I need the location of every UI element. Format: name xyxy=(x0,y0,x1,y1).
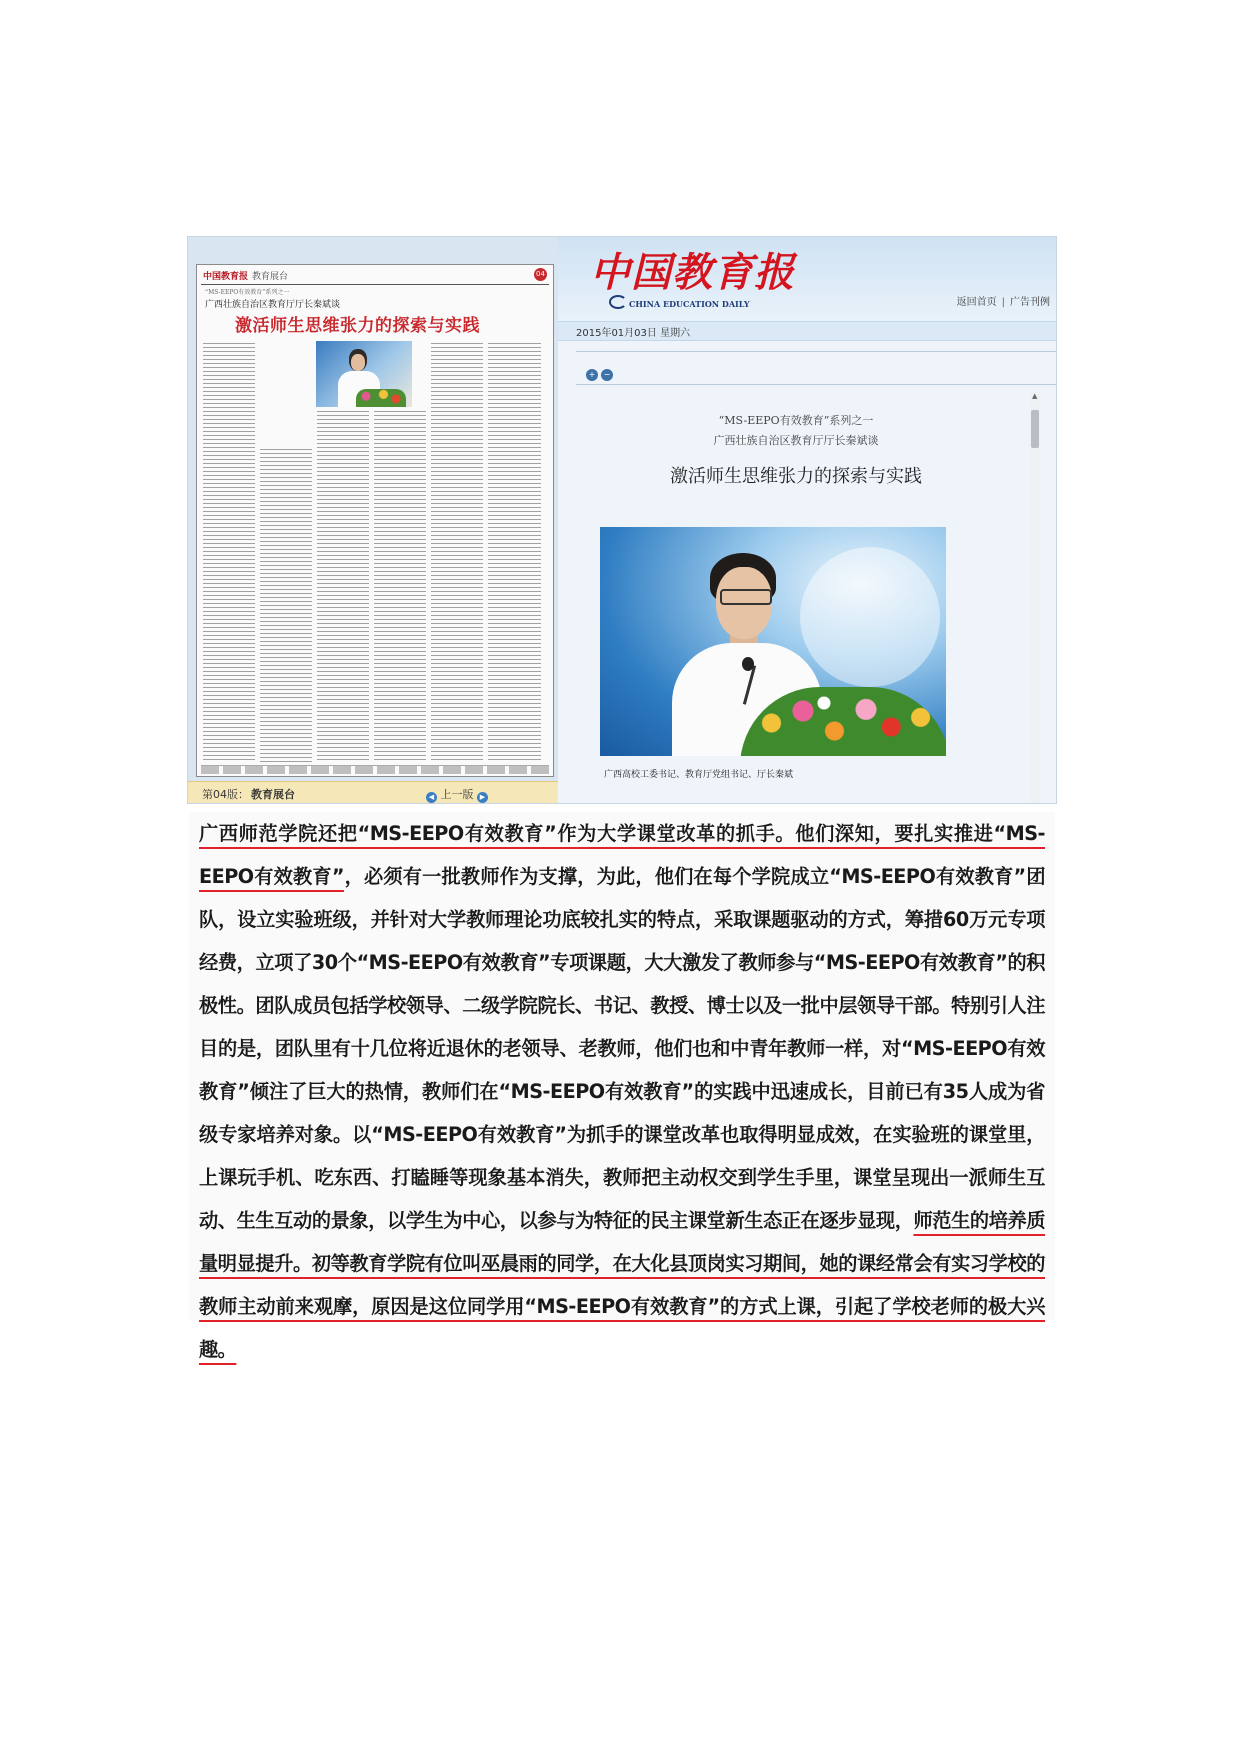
highlighted-text-1: 广西师范学院还把“MS-EEPO有效教育”作为大学课堂改革的抓手。他们深知，要扎实推进“MS-EEPO有效教育” xyxy=(199,822,1045,888)
zoom-out-icon[interactable]: − xyxy=(601,369,613,381)
newspaper-column xyxy=(431,343,483,762)
article-title: 激活师生思维张力的探索与实践 xyxy=(670,466,922,487)
newspaper-pane xyxy=(188,237,558,803)
article-subtitle: 广西壮族自治区教育厅厅长秦斌谈 xyxy=(713,434,879,447)
newspaper-page-image[interactable] xyxy=(196,264,554,777)
right-arrow-icon[interactable]: ▶ xyxy=(477,792,488,803)
date-bar xyxy=(558,321,1056,341)
excerpt-block xyxy=(189,812,1055,1361)
site-logo[interactable]: 中国教育报 xyxy=(590,249,795,296)
article-scrollbar[interactable] xyxy=(1030,392,1040,802)
newspaper-subtitle: 广西壮族自治区教育厅厅长秦斌谈 xyxy=(205,300,341,310)
newspaper-column xyxy=(260,449,312,762)
newspaper-masthead: 中国教育报 教育展台 xyxy=(203,272,289,282)
zoom-in-icon[interactable]: + xyxy=(586,369,598,381)
newspaper-section: 教育展台 xyxy=(252,272,289,282)
left-arrow-icon[interactable]: ◀ xyxy=(426,792,437,803)
ad-rates-link[interactable]: 广告刊例 xyxy=(1010,297,1050,308)
panel-divider xyxy=(576,384,1056,385)
zoom-controls xyxy=(586,362,616,381)
newspaper-series-label: “MS-EEPO有效教育”系列之一 xyxy=(205,289,290,296)
article-photo xyxy=(600,527,946,756)
newspaper-column xyxy=(488,343,541,762)
site-logo-english: CHINA EDUCATION DAILY xyxy=(609,295,750,309)
page-nav-bar xyxy=(188,781,558,804)
website-pane xyxy=(558,237,1056,803)
top-nav xyxy=(957,293,1050,308)
scroll-thumb[interactable] xyxy=(1031,410,1039,448)
newspaper-column xyxy=(374,411,426,762)
prev-page-label[interactable]: 上一版 xyxy=(440,788,474,801)
newspaper-photo xyxy=(316,341,412,407)
masthead-divider xyxy=(201,284,549,285)
newspaper-headline: 激活师生思维张力的探索与实践 xyxy=(235,316,480,336)
logo-swoosh-icon xyxy=(609,295,627,309)
newspaper-column xyxy=(203,343,255,762)
highlighted-text-2: 师范生的培养质量明显提升。初等教育学院有位叫巫晨雨的同学，在大化县顶岗实习期间，她的课经常会有实习学校的教师主动前来观摩，原因是这位同学用“MS-EEPO有效教育”的方式上课，引起了学校老师的极大兴趣。 xyxy=(199,1209,1046,1361)
home-link[interactable]: 返回首页 xyxy=(956,297,997,308)
prev-page-link[interactable] xyxy=(426,786,488,803)
body-text: ，必须有一批教师作为支撑，为此，他们在每个学院成立“MS-EEPO有效教育”团队，设立实验班级，并针对大学教师理论功底较扎实的特点，采取课题驱动的方式，筹措60万元专项经费，立项了30个“MS-EEPO有效教育”专项课题，大大激发了教师参与“MS-EEPO有效教育”的积极性。团队成员包括学校领导、二级学院院长、书记、教授、博士以及一批中层领导干部。特别引人注目的是，团队里有十几位将近退休的老领导、老教师，他们也和中青年教师一样，对“MS-EEPO有效教育”倾注了巨大的热情，教师们在“MS-EEPO有效教育”的实践中迅速成长，目前已有35人成为省级专家培养对象。以“MS-EEPO有效教育”为抓手的课堂改革也取得明显成效，在实验班的课堂里，上课玩手机、吃东西、打瞌睡等现象基本消失，教师把主动权交到学生手里，课堂呈现出一派师生互动、生生互动的景象，以学生为中心，以参与为特征的民主课堂新生态正在逐步显现， xyxy=(199,865,1046,1232)
page-label: 第04版： 教育展台 xyxy=(202,788,295,801)
newspaper-footer xyxy=(201,765,549,774)
article-series: “MS-EEPO有效教育”系列之一 xyxy=(718,414,874,427)
site-header xyxy=(558,237,1056,321)
scroll-up-icon[interactable]: ▲ xyxy=(1032,392,1038,400)
photo-caption: 广西高校工委书记、教育厅党组书记、厅长秦斌 xyxy=(604,770,794,780)
article-panel xyxy=(576,351,1056,804)
page-number-badge: 04 xyxy=(534,268,547,281)
screenshot-frame xyxy=(187,236,1057,804)
page-name: 教育展台 xyxy=(251,788,295,801)
newspaper-column xyxy=(317,411,369,762)
nav-separator: | xyxy=(1001,297,1005,308)
issue-date: 2015年01月03日 星期六 xyxy=(576,328,691,339)
excerpt-paragraph xyxy=(199,812,1045,1371)
